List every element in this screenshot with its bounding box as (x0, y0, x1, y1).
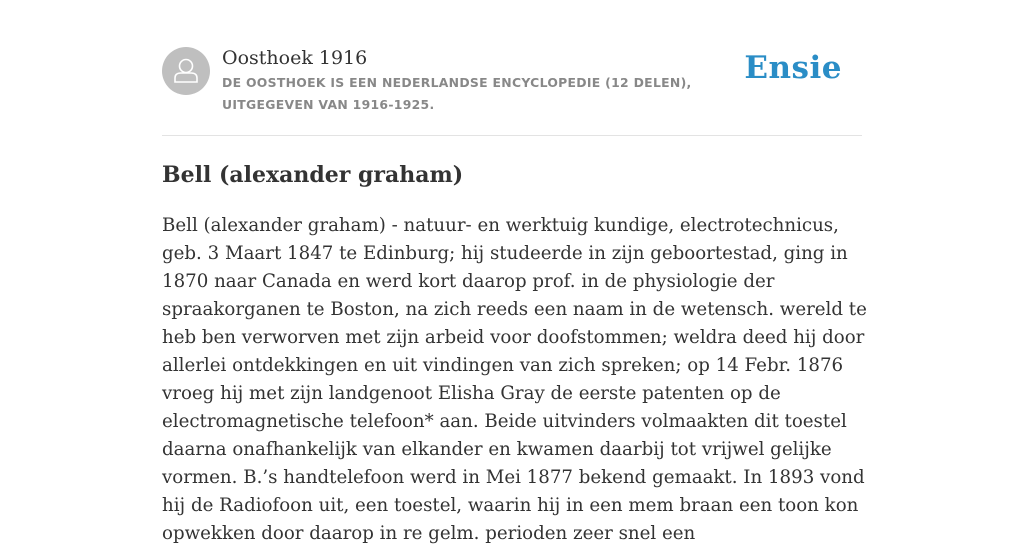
entry-body: Bell (alexander graham) - natuur- en werktuig kundige, electrotechnicus, geb. 3 Maart 1847 te Edinburg; hij studeerde in zijn geboortestad, ging in 1870 naar Canada en werd kort daarop prof. in de physiologie der spraakorganen te Boston, na zich reeds een naam in de wetensch. wereld te heb ben verworven met zijn arbeid voor doofstommen; weldra deed hij door allerlei ontdekkingen en uit vindingen van zich spreken; op 14 Febr. 1876 vroeg hij met zijn landgenoot Elisha Gray de eerste patenten op de electromagnetische telefoon* aan. Beide uitvinders volmaakten dit toestel daarna onafhankelijk van elkander en kwamen daarbij tot vrijwel gelijke vormen. B.’s handtelefoon werd in Mei 1877 bekend gemaakt. In 1893 vond hij de Radiofoon uit, een toestel, waarin hij in een mem braan een toon kon opwekken door daarop in re gelm. perioden zeer snel een (162, 215, 867, 544)
source-description: DE OOSTHOEK IS EEN NEDERLANDSE ENCYCLOPEDIE (12 DELEN), UITGEGEVEN VAN 1916-1925. (222, 75, 692, 112)
user-icon (162, 47, 210, 95)
entry-title: Bell (alexander graham) (162, 162, 464, 188)
header-divider (162, 135, 862, 136)
brand-logo[interactable]: Ensie (744, 50, 842, 86)
source-avatar[interactable] (162, 47, 210, 95)
source-title[interactable]: Oosthoek 1916 (222, 47, 368, 69)
source-header (162, 46, 862, 116)
